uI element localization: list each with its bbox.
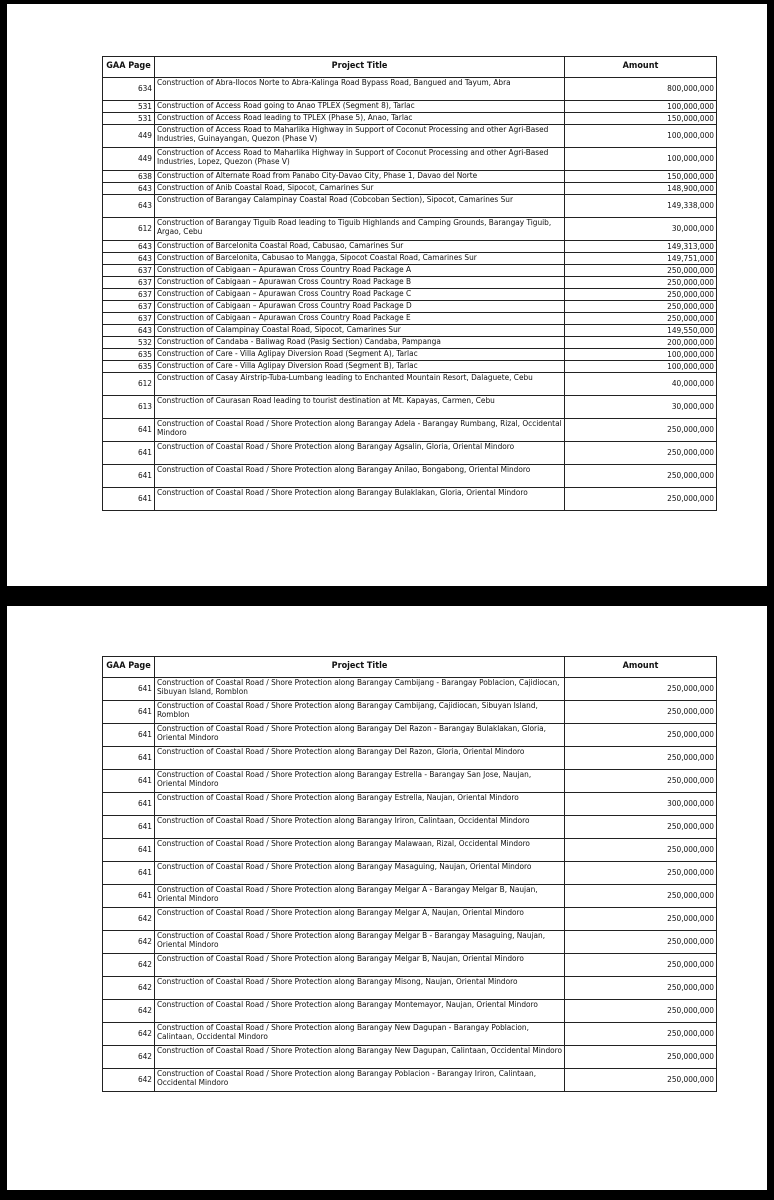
project-title-cell: Construction of Barcelonita, Cabusao to Mangga, Sipocot Coastal Road, Camarines Sur (155, 253, 565, 265)
gaa-page-cell: 637 (103, 265, 155, 277)
project-title-cell: Construction of Coastal Road / Shore Protection along Barangay Melgar B, Naujan, Oriental Mindoro (155, 954, 565, 977)
table-row (103, 419, 717, 442)
amount-cell: 149,550,000 (565, 325, 717, 337)
top-border (0, 0, 774, 4)
amount-cell: 250,000,000 (565, 816, 717, 839)
gaa-page-cell: 642 (103, 908, 155, 931)
header-amount: Amount (565, 657, 717, 678)
gaa-page-cell: 641 (103, 839, 155, 862)
project-title-cell: Construction of Coastal Road / Shore Protection along Barangay Adela - Barangay Rumbang, Rizal, Occidental Mindoro (155, 419, 565, 442)
document-page-2 (7, 606, 767, 1190)
table-row (103, 862, 717, 885)
gaa-page-cell: 641 (103, 793, 155, 816)
amount-cell: 250,000,000 (565, 862, 717, 885)
gaa-page-cell: 641 (103, 488, 155, 511)
amount-cell: 150,000,000 (565, 171, 717, 183)
project-title-cell: Construction of Coastal Road / Shore Protection along Barangay Melgar B - Barangay Masaguing, Naujan, Oriental Mindoro (155, 931, 565, 954)
header-project-title: Project Title (155, 57, 565, 78)
amount-cell: 250,000,000 (565, 747, 717, 770)
bottom-border (0, 1190, 774, 1200)
table-row (103, 349, 717, 361)
amount-cell: 250,000,000 (565, 678, 717, 701)
amount-cell: 250,000,000 (565, 289, 717, 301)
project-title-cell: Construction of Coastal Road / Shore Protection along Barangay Montemayor, Naujan, Oriental Mindoro (155, 1000, 565, 1023)
project-title-cell: Construction of Coastal Road / Shore Protection along Barangay Melgar A - Barangay Melgar B, Naujan, Oriental Mindoro (155, 885, 565, 908)
amount-cell: 148,900,000 (565, 183, 717, 195)
table-row (103, 218, 717, 241)
project-title-cell: Construction of Cabigaan – Apurawan Cross Country Road Package E (155, 313, 565, 325)
project-title-cell: Construction of Coastal Road / Shore Protection along Barangay Estrella, Naujan, Oriental Mindoro (155, 793, 565, 816)
project-title-cell: Construction of Coastal Road / Shore Protection along Barangay Anilao, Bongabong, Oriental Mindoro (155, 465, 565, 488)
project-title-cell: Construction of Cabigaan – Apurawan Cross Country Road Package A (155, 265, 565, 277)
project-title-cell: Construction of Alternate Road from Panabo City-Davao City, Phase 1, Davao del Norte (155, 171, 565, 183)
table-row (103, 253, 717, 265)
table-row (103, 977, 717, 1000)
table-row (103, 113, 717, 125)
amount-cell: 250,000,000 (565, 465, 717, 488)
project-title-cell: Construction of Cabigaan – Apurawan Cross Country Road Package B (155, 277, 565, 289)
table-row (103, 289, 717, 301)
project-title-cell: Construction of Cabigaan – Apurawan Cross Country Road Package C (155, 289, 565, 301)
project-title-cell: Construction of Coastal Road / Shore Protection along Barangay Bulaklakan, Gloria, Oriental Mindoro (155, 488, 565, 511)
table-row (103, 301, 717, 313)
gaa-page-cell: 532 (103, 337, 155, 349)
table-row (103, 171, 717, 183)
amount-cell: 250,000,000 (565, 724, 717, 747)
table-row (103, 325, 717, 337)
gaa-page-cell: 643 (103, 241, 155, 253)
table-row (103, 724, 717, 747)
project-title-cell: Construction of Care - Villa Aglipay Diversion Road (Segment A), Tarlac (155, 349, 565, 361)
table-row (103, 337, 717, 349)
gaa-page-cell: 642 (103, 1046, 155, 1069)
table-row (103, 241, 717, 253)
project-title-cell: Construction of Barangay Calampinay Coastal Road (Cobcoban Section), Sipocot, Camarines Sur (155, 195, 565, 218)
table-row (103, 816, 717, 839)
amount-cell: 800,000,000 (565, 78, 717, 101)
table-row (103, 908, 717, 931)
amount-cell: 149,338,000 (565, 195, 717, 218)
project-title-cell: Construction of Candaba - Baliwag Road (Pasig Section) Candaba, Pampanga (155, 337, 565, 349)
gaa-page-cell: 637 (103, 289, 155, 301)
table-row (103, 954, 717, 977)
amount-cell: 250,000,000 (565, 1046, 717, 1069)
amount-cell: 250,000,000 (565, 265, 717, 277)
project-title-cell: Construction of Barangay Tiguib Road leading to Tiguib Highlands and Camping Grounds, Barangay Tiguib, Argao, Cebu (155, 218, 565, 241)
gaa-page-cell: 635 (103, 361, 155, 373)
gaa-page-cell: 637 (103, 277, 155, 289)
gaa-page-cell: 641 (103, 885, 155, 908)
amount-cell: 250,000,000 (565, 488, 717, 511)
table-row (103, 678, 717, 701)
gaa-page-cell: 642 (103, 954, 155, 977)
gaa-page-cell: 641 (103, 442, 155, 465)
project-title-cell: Construction of Caurasan Road leading to tourist destination at Mt. Kapayas, Carmen, Cebu (155, 396, 565, 419)
table-row (103, 183, 717, 195)
table-row (103, 313, 717, 325)
amount-cell: 250,000,000 (565, 908, 717, 931)
gaa-page-cell: 642 (103, 931, 155, 954)
project-title-cell: Construction of Coastal Road / Shore Protection along Barangay Cambijang, Cajidiocan, Sibuyan Island, Romblon (155, 701, 565, 724)
amount-cell: 250,000,000 (565, 1000, 717, 1023)
amount-cell: 250,000,000 (565, 885, 717, 908)
header-project-title: Project Title (155, 657, 565, 678)
project-title-cell: Construction of Calampinay Coastal Road, Sipocot, Camarines Sur (155, 325, 565, 337)
amount-cell: 100,000,000 (565, 101, 717, 113)
gaa-page-cell: 449 (103, 125, 155, 148)
table-row (103, 78, 717, 101)
project-title-cell: Construction of Coastal Road / Shore Protection along Barangay Estrella - Barangay San Jose, Naujan, Oriental Mindoro (155, 770, 565, 793)
amount-cell: 300,000,000 (565, 793, 717, 816)
table-header-row (103, 657, 717, 678)
gaa-page-cell: 637 (103, 301, 155, 313)
gaa-page-cell: 641 (103, 862, 155, 885)
gaa-page-cell: 641 (103, 701, 155, 724)
gaa-page-cell: 643 (103, 253, 155, 265)
amount-cell: 30,000,000 (565, 218, 717, 241)
project-title-cell: Construction of Coastal Road / Shore Protection along Barangay Cambijang - Barangay Poblacion, Cajidiocan, Sibuyan Island, Romblon (155, 678, 565, 701)
header-gaa-page: GAA Page (103, 57, 155, 78)
gaa-page-cell: 642 (103, 1023, 155, 1046)
amount-cell: 100,000,000 (565, 148, 717, 171)
table-row (103, 465, 717, 488)
table-row (103, 1023, 717, 1046)
project-title-cell: Construction of Anib Coastal Road, Sipocot, Camarines Sur (155, 183, 565, 195)
project-title-cell: Construction of Coastal Road / Shore Protection along Barangay New Dagupan, Calintaan, Occidental Mindoro (155, 1046, 565, 1069)
table-row (103, 265, 717, 277)
amount-cell: 250,000,000 (565, 977, 717, 1000)
table-row (103, 125, 717, 148)
table-row (103, 101, 717, 113)
project-title-cell: Construction of Access Road leading to TPLEX (Phase 5), Anao, Tarlac (155, 113, 565, 125)
project-title-cell: Construction of Cabigaan – Apurawan Cross Country Road Package D (155, 301, 565, 313)
header-amount: Amount (565, 57, 717, 78)
amount-cell: 250,000,000 (565, 839, 717, 862)
amount-cell: 250,000,000 (565, 277, 717, 289)
gaa-page-cell: 641 (103, 770, 155, 793)
amount-cell: 250,000,000 (565, 313, 717, 325)
project-title-cell: Construction of Coastal Road / Shore Protection along Barangay New Dagupan - Barangay Poblacion, Calintaan, Occidental Mindoro (155, 1023, 565, 1046)
gaa-page-cell: 641 (103, 816, 155, 839)
amount-cell: 150,000,000 (565, 113, 717, 125)
page-separator (0, 586, 774, 606)
table-row (103, 770, 717, 793)
gaa-table-2 (102, 656, 717, 1092)
header-gaa-page: GAA Page (103, 657, 155, 678)
amount-cell: 250,000,000 (565, 1069, 717, 1092)
table-row (103, 1000, 717, 1023)
table-row (103, 373, 717, 396)
amount-cell: 250,000,000 (565, 701, 717, 724)
project-title-cell: Construction of Access Road going to Anao TPLEX (Segment 8), Tarlac (155, 101, 565, 113)
amount-cell: 250,000,000 (565, 301, 717, 313)
table-row (103, 442, 717, 465)
gaa-page-cell: 531 (103, 113, 155, 125)
project-title-cell: Construction of Coastal Road / Shore Protection along Barangay Poblacion - Barangay Iriron, Calintaan, Occidental Mindoro (155, 1069, 565, 1092)
amount-cell: 30,000,000 (565, 396, 717, 419)
gaa-page-cell: 612 (103, 373, 155, 396)
document-page-1 (7, 6, 767, 586)
table-row (103, 277, 717, 289)
gaa-page-cell: 641 (103, 419, 155, 442)
gaa-page-cell: 641 (103, 747, 155, 770)
table-row (103, 1046, 717, 1069)
project-title-cell: Construction of Coastal Road / Shore Protection along Barangay Agsalin, Gloria, Oriental Mindoro (155, 442, 565, 465)
gaa-page-cell: 531 (103, 101, 155, 113)
amount-cell: 250,000,000 (565, 770, 717, 793)
gaa-page-cell: 643 (103, 195, 155, 218)
amount-cell: 149,751,000 (565, 253, 717, 265)
table-row (103, 488, 717, 511)
project-title-cell: Construction of Access Road to Maharlika Highway in Support of Coconut Processing and other Agri-Based Industries, Guinayangan, Quezon (Phase V) (155, 125, 565, 148)
project-title-cell: Construction of Coastal Road / Shore Protection along Barangay Iriron, Calintaan, Occidental Mindoro (155, 816, 565, 839)
project-title-cell: Construction of Casay Airstrip-Tuba-Lumbang leading to Enchanted Mountain Resort, Dalaguete, Cebu (155, 373, 565, 396)
table-row (103, 793, 717, 816)
project-title-cell: Construction of Coastal Road / Shore Protection along Barangay Masaguing, Naujan, Oriental Mindoro (155, 862, 565, 885)
table-row (103, 148, 717, 171)
gaa-page-cell: 641 (103, 465, 155, 488)
table-row (103, 396, 717, 419)
table-row (103, 701, 717, 724)
gaa-page-cell: 643 (103, 325, 155, 337)
project-title-cell: Construction of Coastal Road / Shore Protection along Barangay Del Razon, Gloria, Oriental Mindoro (155, 747, 565, 770)
amount-cell: 250,000,000 (565, 442, 717, 465)
project-title-cell: Construction of Care - Villa Aglipay Diversion Road (Segment B), Tarlac (155, 361, 565, 373)
amount-cell: 250,000,000 (565, 1023, 717, 1046)
table-row (103, 195, 717, 218)
project-title-cell: Construction of Coastal Road / Shore Protection along Barangay Malawaan, Rizal, Occidental Mindoro (155, 839, 565, 862)
table-row (103, 361, 717, 373)
gaa-page-cell: 638 (103, 171, 155, 183)
gaa-page-cell: 642 (103, 977, 155, 1000)
project-title-cell: Construction of Coastal Road / Shore Protection along Barangay Misong, Naujan, Oriental Mindoro (155, 977, 565, 1000)
gaa-table-1 (102, 56, 717, 511)
gaa-page-cell: 613 (103, 396, 155, 419)
amount-cell: 40,000,000 (565, 373, 717, 396)
project-title-cell: Construction of Access Road to Maharlika Highway in Support of Coconut Processing and other Agri-Based Industries, Lopez, Quezon (Phase V) (155, 148, 565, 171)
project-title-cell: Construction of Coastal Road / Shore Protection along Barangay Del Razon - Barangay Bulaklakan, Gloria, Oriental Mindoro (155, 724, 565, 747)
amount-cell: 250,000,000 (565, 931, 717, 954)
amount-cell: 250,000,000 (565, 419, 717, 442)
amount-cell: 100,000,000 (565, 361, 717, 373)
gaa-page-cell: 612 (103, 218, 155, 241)
table-header-row (103, 57, 717, 78)
gaa-page-cell: 637 (103, 313, 155, 325)
amount-cell: 250,000,000 (565, 954, 717, 977)
project-title-cell: Construction of Abra-Ilocos Norte to Abra-Kalinga Road Bypass Road, Bangued and Tayum, Abra (155, 78, 565, 101)
table-row (103, 1069, 717, 1092)
table-row (103, 885, 717, 908)
amount-cell: 100,000,000 (565, 125, 717, 148)
amount-cell: 200,000,000 (565, 337, 717, 349)
gaa-page-cell: 642 (103, 1000, 155, 1023)
amount-cell: 149,313,000 (565, 241, 717, 253)
gaa-page-cell: 634 (103, 78, 155, 101)
project-title-cell: Construction of Barcelonita Coastal Road, Cabusao, Camarines Sur (155, 241, 565, 253)
gaa-page-cell: 641 (103, 678, 155, 701)
gaa-page-cell: 635 (103, 349, 155, 361)
table-row (103, 931, 717, 954)
gaa-page-cell: 643 (103, 183, 155, 195)
table-row (103, 839, 717, 862)
gaa-page-cell: 449 (103, 148, 155, 171)
amount-cell: 100,000,000 (565, 349, 717, 361)
gaa-page-cell: 642 (103, 1069, 155, 1092)
table-row (103, 747, 717, 770)
gaa-page-cell: 641 (103, 724, 155, 747)
project-title-cell: Construction of Coastal Road / Shore Protection along Barangay Melgar A, Naujan, Oriental Mindoro (155, 908, 565, 931)
